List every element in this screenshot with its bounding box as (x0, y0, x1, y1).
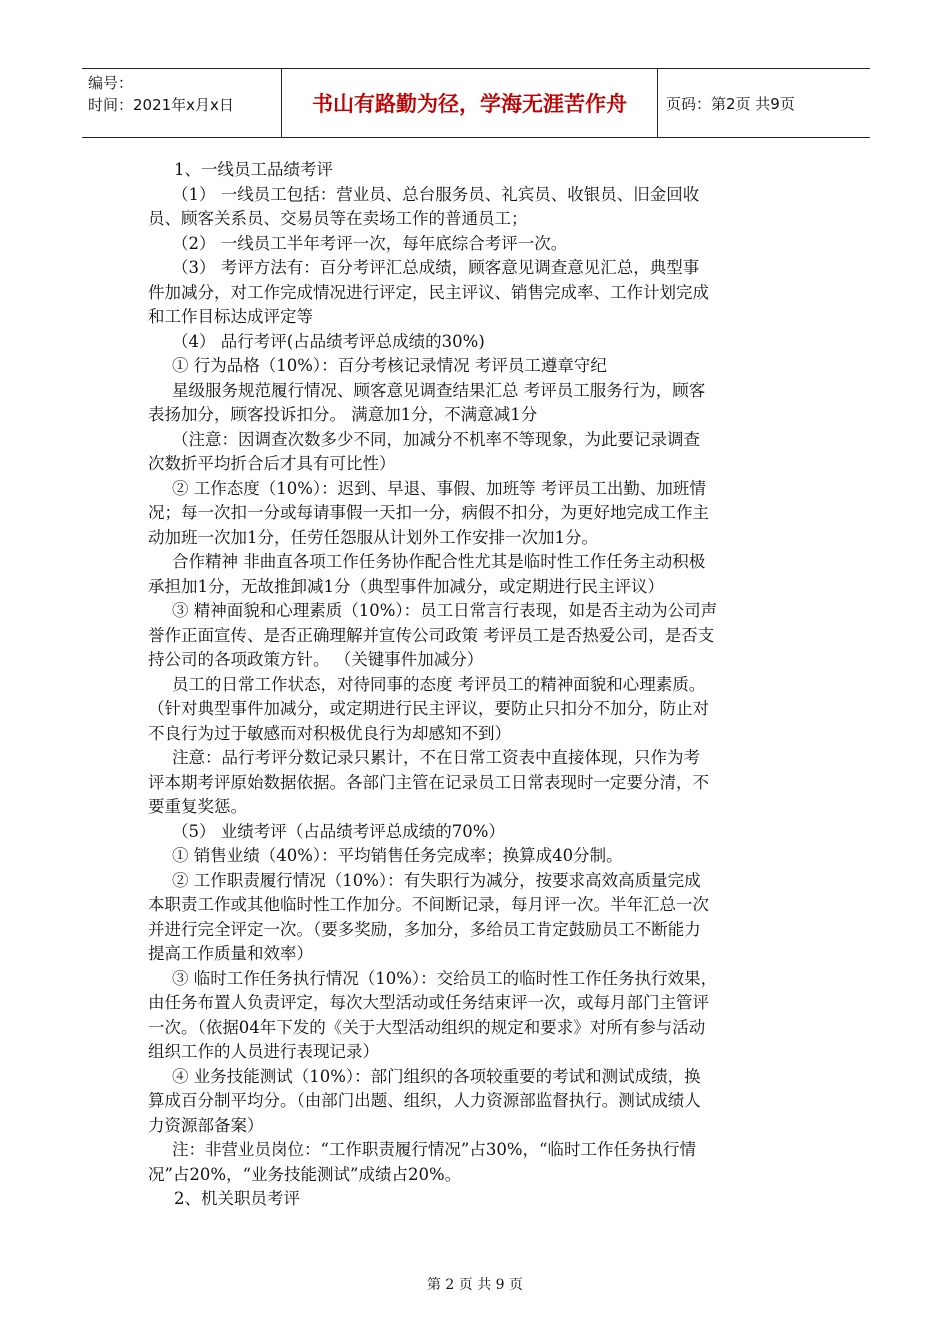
text-line: 提高工作质量和效率） (148, 944, 313, 963)
header-page-number: 页码：第2页 共9页 (666, 94, 795, 113)
text-line: 合作精神 非曲直各项工作任务协作配合性尤其是临时性工作任务主动积极 (172, 552, 706, 571)
text-line: ③ 精神面貌和心理素质（10%）：员工日常言行表现，如是否主动为公司声 (172, 601, 718, 620)
text-line: 力资源部备案） (148, 1115, 264, 1135)
document-time-label: 时间：2021年x月x日 (88, 96, 234, 114)
text-line: ① 销售业绩（40%）：平均销售任务完成率；换算成40分制。 (172, 846, 623, 865)
document-number-label: 编号： (88, 74, 134, 92)
text-line: 员、顾客关系员、交易员等在卖场工作的普通员工； (148, 209, 528, 228)
text-line: 持公司的各项政策方针。 （关键事件加减分） (148, 650, 484, 669)
text-line: 和工作目标达成评定等 (148, 307, 313, 326)
text-line: 誉作正面宣传、是否正确理解并宣传公司政策 考评员工是否热爱公司，是否支 (148, 625, 715, 645)
text-line: 评本期考评原始数据依据。各部门主管在记录员工日常表现时一定要分清，不 (148, 772, 709, 792)
text-line: 件加减分，对工作完成情况进行评定，民主评议、销售完成率、工作计划完成 (148, 282, 709, 302)
page-footer: 第 2 页 共 9 页 (426, 1277, 524, 1293)
text-line: 不良行为过于敏感而对积极优良行为却感知不到） (148, 723, 511, 743)
text-line: 一次。（依据04年下发的《关于大型活动组织的规定和要求》对所有参与活动 (148, 1017, 706, 1037)
document-body (148, 158, 808, 1212)
text-line: 由任务布置人负责评定，每次大型活动或任务结束评一次，或每月部门主管评 (148, 993, 709, 1012)
text-line: ④ 业务技能测试（10%）：部门组织的各项较重要的考试和测试成绩，换 (172, 1066, 701, 1086)
text-line: 组织工作的人员进行表现记录） (148, 1042, 379, 1061)
text-line: 星级服务规范履行情况、顾客意见调查结果汇总 考评员工服务行为，顾客 (172, 380, 706, 400)
text-line: 承担加1分，无故推卸减1分（典型事件加减分，或定期进行民主评议） (148, 576, 664, 596)
section-heading: 2、机关职员考评 (174, 1189, 300, 1208)
text-line: （3） 考评方法有：百分考评汇总成绩，顾客意见调查意见汇总，典型事 (172, 258, 700, 277)
text-line: 要重复奖惩。 (148, 797, 247, 816)
text-line: 并进行完全评定一次。（要多奖励，多加分，多给员工肯定鼓励员工不断能力 (148, 919, 701, 939)
section-heading: 1、一线员工品绩考评 (174, 160, 333, 179)
page-header (82, 68, 870, 138)
text-line: （4） 品行考评(占品绩考评总成绩的30%) (172, 331, 485, 351)
header-meta-cell (82, 69, 282, 137)
text-line: 注意：品行考评分数记录只累计，不在日常工资表中直接体现，只作为考 (172, 748, 700, 767)
text-line: ② 工作态度（10%）：迟到、早退、事假、加班等 考评员工出勤、加班情 (172, 478, 706, 498)
text-line: 员工的日常工作状态，对待同事的态度 考评员工的精神面貌和心理素质。 (172, 674, 706, 694)
text-line: 次数折平均折合后才具有可比性） (148, 454, 396, 473)
text-line: （5） 业绩考评（占品绩考评总成绩的70%） (172, 821, 505, 841)
text-line: ② 工作职责履行情况（10%）：有失职行为减分，按要求高效高质量完成 (172, 870, 701, 890)
text-line: 注：非营业员岗位：“工作职责履行情况”占30%，“临时工作任务执行情 (172, 1140, 696, 1159)
text-line: 况；每一次扣一分或每请事假一天扣一分，病假不扣分，为更好地完成工作主 (148, 503, 709, 522)
text-line: （注意：因调查次数多少不同，加减分不机率不等现象，为此要记录调查 (172, 429, 700, 449)
text-line: 动加班一次加1分，任劳任怨服从计划外工作安排一次加1分。 (148, 527, 598, 547)
text-line: 本职责工作或其他临时性工作加分。不间断记录，每月评一次。半年汇总一次 (148, 895, 709, 914)
header-motto: 书山有路勤为径，学海无涯苦作舟 (282, 69, 658, 137)
text-line: （2） 一线员工半年考评一次，每年底综合考评一次。 (172, 233, 568, 253)
text-line: 况”占20%，“业务技能测试”成绩占20%。 (148, 1164, 462, 1184)
text-line: 算成百分制平均分。（由部门出题、组织，人力资源部监督执行。测试成绩人 (148, 1091, 701, 1110)
text-line: ③ 临时工作任务执行情况（10%）：交给员工的临时性工作任务执行效果， (172, 968, 718, 988)
text-line: ① 行为品格（10%）：百分考核记录情况 考评员工遵章守纪 (172, 356, 607, 375)
text-line: （1） 一线员工包括：营业员、总台服务员、礼宾员、收银员、旧金回收 (172, 184, 700, 204)
text-line: 表扬加分，顾客投诉扣分。 满意加1分，不满意减1分 (148, 405, 538, 424)
text-line: （针对典型事件加减分，或定期进行民主评议，要防止只扣分不加分，防止对 (148, 699, 709, 718)
